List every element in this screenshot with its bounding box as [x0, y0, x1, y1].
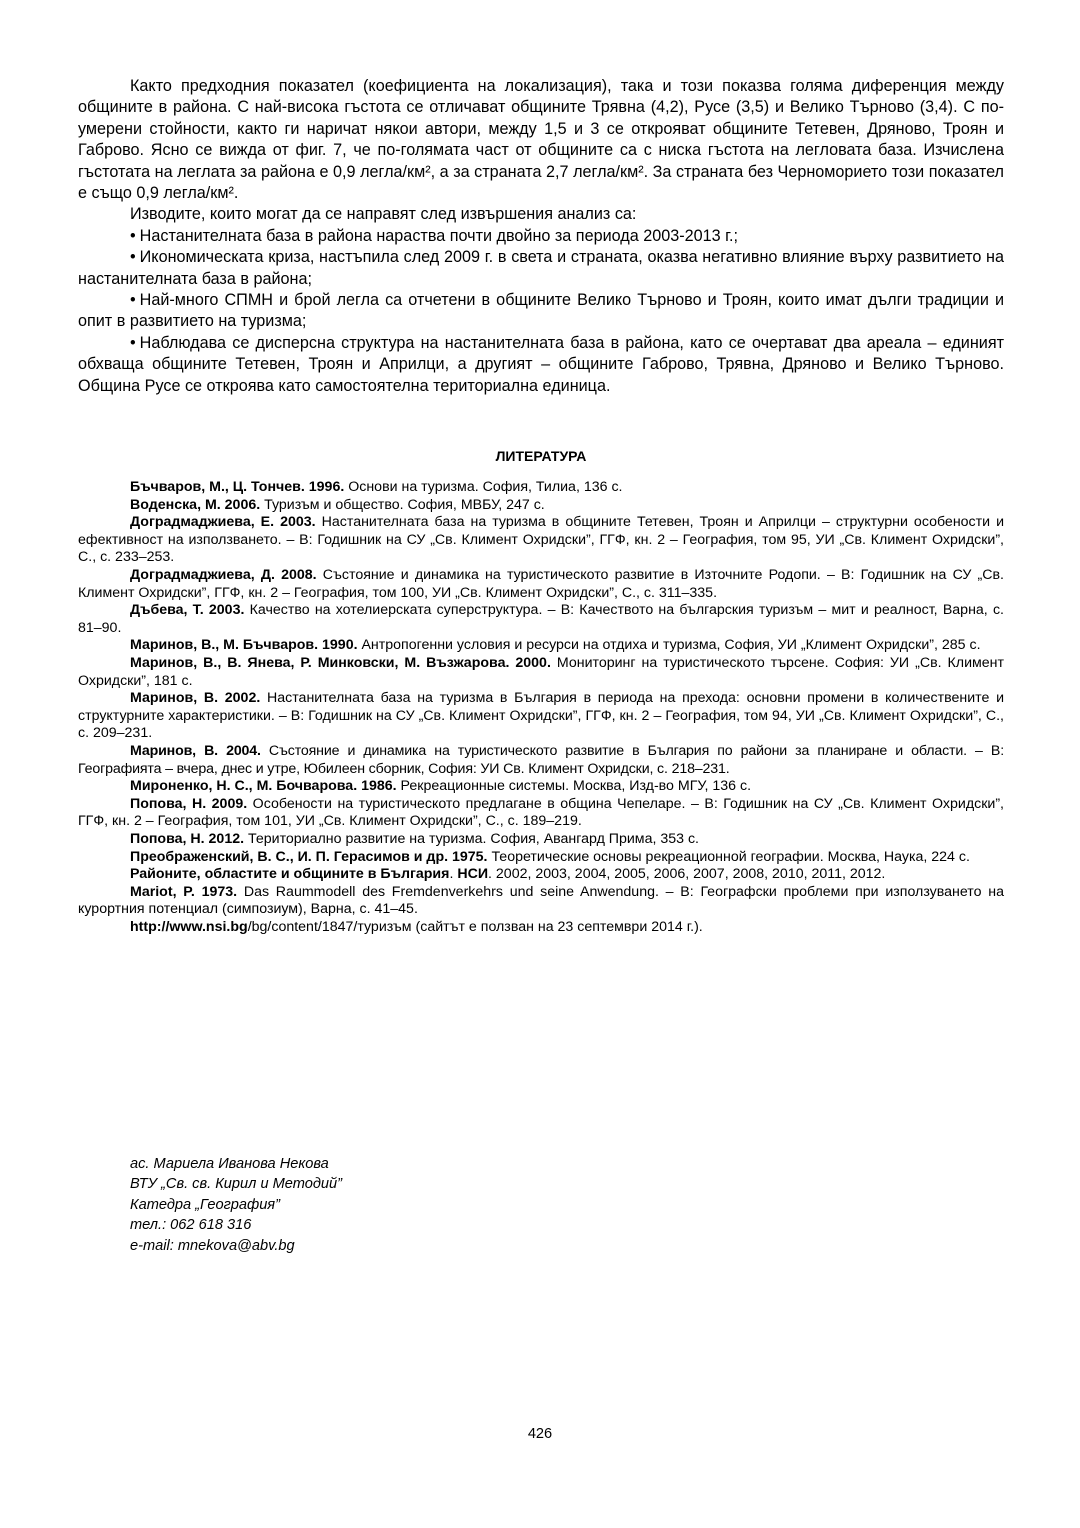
- reference-author: Доградмаджиева, Е. 2003.: [130, 514, 316, 531]
- bullet-text: Наблюдава се дисперсна структура на настанителната база в района, като се очертават два ареала – единият обхваща общините Тетевен, Троян и Априлци, а другият – общините Габрово, Трявна, Дряново и Велико Търново. Община Русе се откроява като самостоятелна териториална единица.: [78, 333, 1004, 395]
- reference-item: [78, 866, 1004, 884]
- bullet-icon: •: [130, 226, 136, 245]
- reference-item: [78, 884, 1004, 919]
- reference-text: Състояние и динамика на туристическото развитие в България по райони за планиране и области. – В: Географията – вчера, днес и утре, Юбилеен сборник, София: УИ Св. Климент Охридски, с. 218–231.: [78, 743, 1004, 777]
- reference-item: [78, 497, 1004, 515]
- reference-item: [78, 655, 1004, 690]
- reference-author: Доградмаджиева, Д. 2008.: [130, 567, 317, 584]
- bullet-text: Най-много СПМН и брой легла са отчетени в общините Велико Търново и Троян, които имат дълги традиции и опит в развитието на туризма;: [78, 291, 1004, 331]
- reference-author: Преображенский, В. С., И. П. Герасимов и др. 1975.: [130, 848, 488, 865]
- reference-item: [78, 831, 1004, 849]
- reference-item: [78, 796, 1004, 831]
- reference-list: [78, 479, 1004, 936]
- literature-title: ЛИТЕРАТУРА: [495, 448, 587, 465]
- reference-author: Попова, Н. 2012.: [130, 830, 245, 847]
- author-name: ас. Мариела Иванова Некова: [130, 1156, 329, 1172]
- reference-url[interactable]: http://www.nsi.bg: [130, 918, 248, 935]
- reference-text: Особености на туристическото предлагане в община Чепеларе. – В: Годишник на СУ „Св. Климент Охридски”, ГГФ, кн. 2 – География, том 101, УИ „Св. Климент Охридски”, С., с. 189–219.: [78, 795, 1004, 830]
- reference-item: [78, 778, 1004, 796]
- body-paragraph-1: Както предходния показател (коефициента на локализация), така и този показва голяма диференция между общините в района. С най-висока гъстота се отличават общините Трявна (4,2), Русе (3,5) и Велико Търново (3,4). С по-умерени стойности, както ги наричат някои автори, между 1,5 и 3 се открояват общините Тетевен, Дряново, Троян и Габрово. Ясно се вижда от фиг. 7, че по-голямата част от общините са с ниска гъстота на легловата база. Изчислена гъстотата на леглата за района е 0,9 легла/км², а за страната 2,7 легла/км². За страната без Черноморието този показател е също 0,9 легла/км².: [78, 77, 1004, 203]
- reference-item: [78, 690, 1004, 743]
- reference-author: Mariot, P. 1973.: [130, 883, 238, 900]
- reference-text: Състояние и динамика на туристическото развитие в Източните Родопи. – В: Годишник на СУ „Св. Климент Охридски”, ГГФ, кн. 2 – География, том 100, УИ „Св. Климент Охридски”, С., с. 311–335.: [78, 567, 1004, 601]
- reference-text: Териториално развитие на туризма. София, Авангард Прима, 353 с.: [244, 830, 699, 847]
- reference-text: Мониторинг на туристическото търсене. София: УИ „Св. Климент Охридски”, 181 с.: [78, 655, 1004, 689]
- reference-item: [78, 849, 1004, 867]
- reference-text: . 2002, 2003, 2004, 2005, 2006, 2007, 2008, 2010, 2011, 2012.: [488, 866, 886, 883]
- bullet-icon: •: [130, 291, 136, 310]
- author-department: Катедра „География”: [130, 1196, 280, 1213]
- author-institution: ВТУ „Св. св. Кирил и Методий”: [130, 1176, 342, 1193]
- page-content: [78, 76, 1004, 937]
- reference-text: Туризъм и общество. София, МВБУ, 247 с.: [260, 496, 545, 513]
- reference-author: Попова, Н. 2009.: [130, 795, 248, 812]
- reference-author: Мироненко, Н. С., М. Бочварова. 1986.: [130, 778, 397, 795]
- conclusion-bullet: [78, 247, 1004, 290]
- reference-text: /bg/content/1847/туризъм (сайтът е ползван на 23 септември 2014 г.).: [247, 918, 703, 935]
- reference-text: Качество на хотелиерската суперструктура. – В: Качеството на българския туризъм – мит и реалност, Варна, с. 81–90.: [78, 602, 1004, 636]
- reference-item: [78, 743, 1004, 778]
- reference-item: [78, 919, 1004, 937]
- bullet-text: Икономическата криза, настъпила след 2009 г. в света и страната, оказва негативно влияние върху развитието на настанителната база в района;: [78, 248, 1004, 288]
- reference-author: Районите, областите и общините в България: [130, 866, 450, 883]
- reference-author: Маринов, В., В. Янева, Р. Минковски, М. Възжарова. 2000.: [130, 655, 551, 672]
- reference-text: Теоретические основы рекреационной географии. Москва, Наука, 224 с.: [487, 848, 970, 865]
- reference-item: [78, 514, 1004, 567]
- reference-text: Настанителната база на туризма в България в периода на прехода: основни промени в количествените и структурните характеристики. – В: Годишник на СУ „Св. Климент Охридски”, ГГФ, кн. 2 – География, том 94, УИ „Св. Климент Охридски”, С., с. 209–231.: [78, 690, 1005, 742]
- reference-text: .: [449, 866, 458, 883]
- author-block: [130, 1154, 342, 1256]
- reference-item: [78, 479, 1004, 497]
- reference-publisher: НСИ: [457, 866, 489, 883]
- reference-text: Рекреационные системы. Москва, Изд-во МГУ, 136 с.: [396, 778, 752, 795]
- reference-text: Основи на туризма. София, Тилиа, 136 с.: [344, 479, 623, 496]
- author-email[interactable]: e-mail: mnekova@abv.bg: [130, 1237, 295, 1254]
- page-number: 426: [527, 1426, 553, 1442]
- reference-author: Бъчваров, М., Ц. Тончев. 1996.: [130, 479, 345, 496]
- reference-author: Дъбева, Т. 2003.: [130, 602, 245, 619]
- reference-author: Воденска, М. 2006.: [130, 496, 261, 513]
- conclusion-bullet: [78, 290, 1004, 333]
- reference-text: Антропогенни условия и ресурси на отдиха и туризма, София, УИ „Климент Охридски”, 285 с.: [357, 637, 981, 654]
- bullet-icon: •: [130, 248, 136, 267]
- reference-text: Настанителната база на туризма в общините Тетевен, Троян и Априлци – структурни особености и ефективност на използването. – В: Годишник на СУ „Св. Климент Охридски”, ГГФ, кн. 2 – География, том 95, УИ „Св. Климент Охридски”, С., с. 233–253.: [78, 514, 1004, 566]
- reference-author: Маринов, В., М. Бъчваров. 1990.: [130, 637, 358, 654]
- reference-author: Маринов, В. 2002.: [130, 690, 261, 707]
- bullet-icon: •: [130, 333, 136, 352]
- bullet-text: Настанителната база в района нараства почти двойно за периода 2003-2013 г.;: [139, 226, 739, 245]
- conclusion-bullet: [78, 333, 1004, 397]
- reference-text: Das Raummodell des Fremdenverkehrs und seine Anwendung. – В: Географски проблеми при използуването на курортния потенциал (симпозиум), Варна, с. 41–45.: [78, 883, 1004, 918]
- reference-item: [78, 637, 1004, 655]
- reference-item: [78, 567, 1004, 602]
- body-paragraph-2: Изводите, които могат да се направят след извършения анализ са:: [130, 205, 637, 224]
- reference-item: [78, 602, 1004, 637]
- author-phone: тел.: 062 618 316: [130, 1217, 252, 1234]
- reference-author: Маринов, В. 2004.: [130, 743, 261, 759]
- conclusion-bullet: [78, 226, 1004, 247]
